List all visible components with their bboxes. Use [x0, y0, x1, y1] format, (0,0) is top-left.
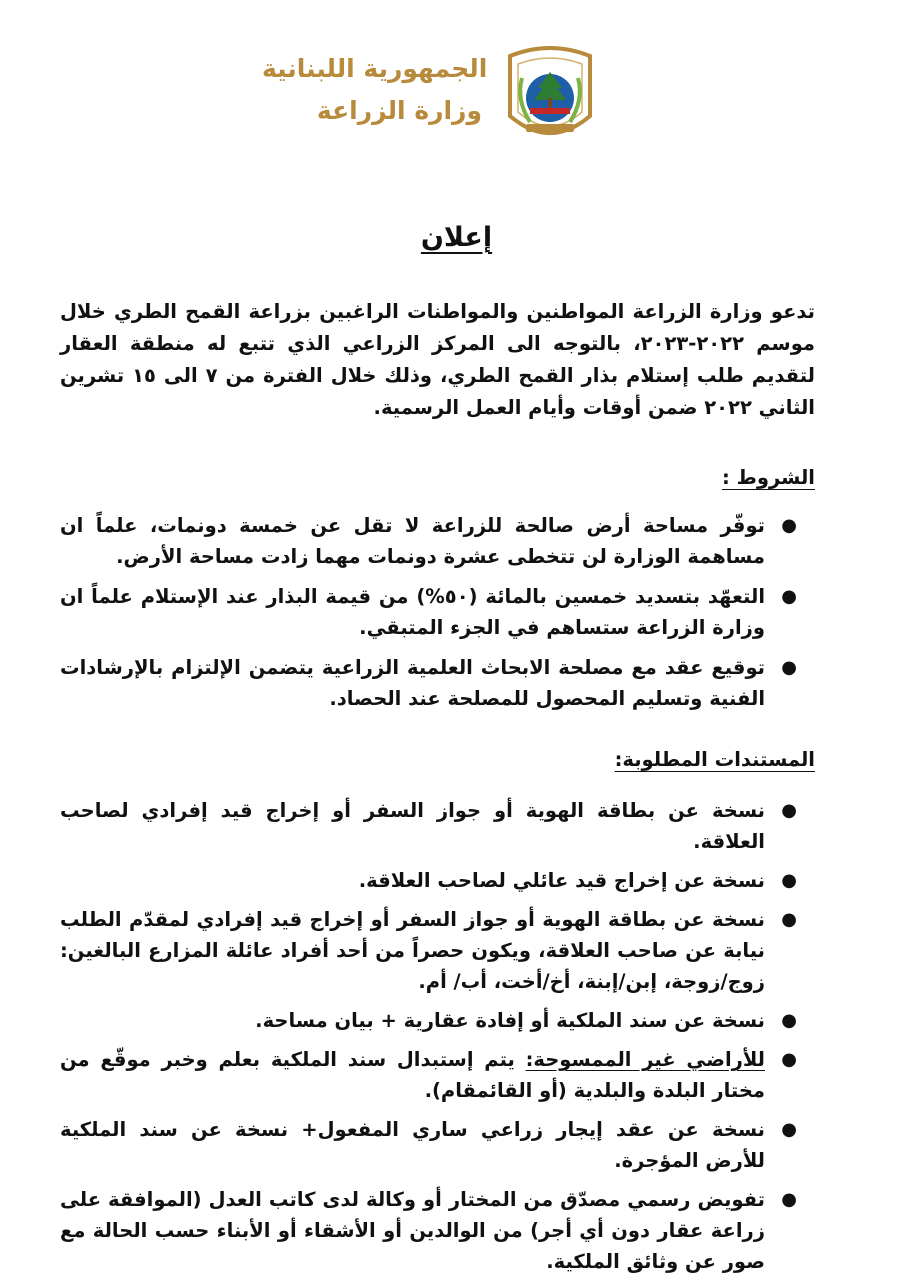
list-item	[60, 795, 815, 857]
condition-text: التعهّد بتسديد خمسين بالمائة (٥٠%) من قيمة البذار عند الإستلام علماً ان وزارة الزراعة ستساهم في الجزء المتبقي.	[60, 585, 765, 639]
ministry-title: وزارة الزراعة	[316, 96, 482, 125]
document-text: نسخة عن إخراج قيد عائلي لصاحب العلاقة.	[358, 869, 765, 892]
bullet-icon: ●	[781, 586, 797, 607]
document-text: نسخة عن بطاقة الهوية أو جواز السفر أو إخراج قيد إفرادي لمقدّم الطلب نيابة عن صاحب العلاقة، ويكون حصراً من أحد أفراد عائلة المزارع البالغين: زوج/زوجة، إبن/إبنة، أخ/أخت، أب/ أم.	[60, 908, 765, 993]
list-item	[60, 1184, 815, 1277]
bullet-icon: ●	[781, 657, 797, 678]
page-title: إعلان	[420, 222, 493, 253]
bullet-icon: ●	[781, 909, 797, 930]
intro-text: تدعو وزارة الزراعة المواطنين والمواطنات الراغبين بزراعة القمح الطري خلال موسم ٢٠٢٢-٢٠٢٣، بالتوجه الى المركز الزراعي الذي تتبع له منطقة العقار لتقديم طلب إستلام بذار القمح الطري، وذلك خلال الفترة من ٧ الى ١٥ تشرين الثاني ٢٠٢٢ ضمن أوقات وأيام العمل الرسمية.	[60, 300, 815, 419]
republic-name: الجمهورية اللبنانية	[262, 54, 488, 83]
list-item	[60, 1005, 815, 1036]
list-item	[60, 510, 815, 572]
bullet-icon: ●	[781, 1189, 797, 1210]
bullet-icon: ●	[781, 1010, 797, 1031]
conditions-list	[60, 510, 815, 714]
bullet-icon: ●	[781, 1049, 797, 1070]
bullet-icon: ●	[781, 1119, 797, 1140]
intro-paragraph	[60, 296, 815, 424]
bullet-icon: ●	[781, 515, 797, 536]
document-text: تفويض رسمي مصدّق من المختار أو وكالة لدى كاتب العدل (الموافقة على زراعة عقار دون أي أجر) من الوالدين أو الأشقاء أو الأبناء حسب الحالة مع صور عن وثائق الملكية.	[60, 1188, 765, 1273]
list-item	[60, 865, 815, 896]
letterhead	[262, 38, 600, 158]
documents-section	[60, 795, 815, 1285]
document-text: نسخة عن سند الملكية أو إفادة عقارية + بيان مساحة.	[255, 1009, 765, 1032]
list-item	[60, 1114, 815, 1176]
documents-list	[60, 795, 815, 1277]
list-item	[60, 904, 815, 997]
documents-heading: المستندات المطلوبة:	[614, 748, 815, 771]
bullet-icon: ●	[781, 800, 797, 821]
bullet-icon: ●	[781, 870, 797, 891]
list-item	[60, 1044, 815, 1106]
document-lead: للأراضي غير الممسوحة:	[525, 1048, 765, 1071]
condition-text: توقيع عقد مع مصلحة الابحاث العلمية الزراعية يتضمن الإلتزام بالإرشادات الفنية وتسليم المحصول للمصلحة عند الحصاد.	[60, 656, 765, 710]
list-item	[60, 652, 815, 714]
condition-text: توفّر مساحة أرض صالحة للزراعة لا تقل عن خمسة دونمات، علماً ان مساهمة الوزارة لن تتخطى عشرة دونمات مهما زادت مساحة الأرض.	[60, 514, 765, 568]
conditions-section	[60, 510, 815, 723]
document-text: نسخة عن عقد إيجار زراعي ساري المفعول+ نسخة عن سند الملكية للأرض المؤجرة.	[60, 1118, 765, 1172]
document-text: يتم إستبدال سند الملكية بعلم وخبر موقّع من مختار البلدة والبلدية (أو القائمقام).	[60, 1048, 765, 1102]
document-text: نسخة عن بطاقة الهوية أو جواز السفر أو إخراج قيد إفرادي لصاحب العلاقة.	[60, 799, 765, 853]
conditions-heading: الشروط :	[722, 466, 815, 489]
ministry-name	[262, 48, 488, 132]
ministry-emblem-icon	[500, 38, 600, 158]
list-item	[60, 581, 815, 643]
